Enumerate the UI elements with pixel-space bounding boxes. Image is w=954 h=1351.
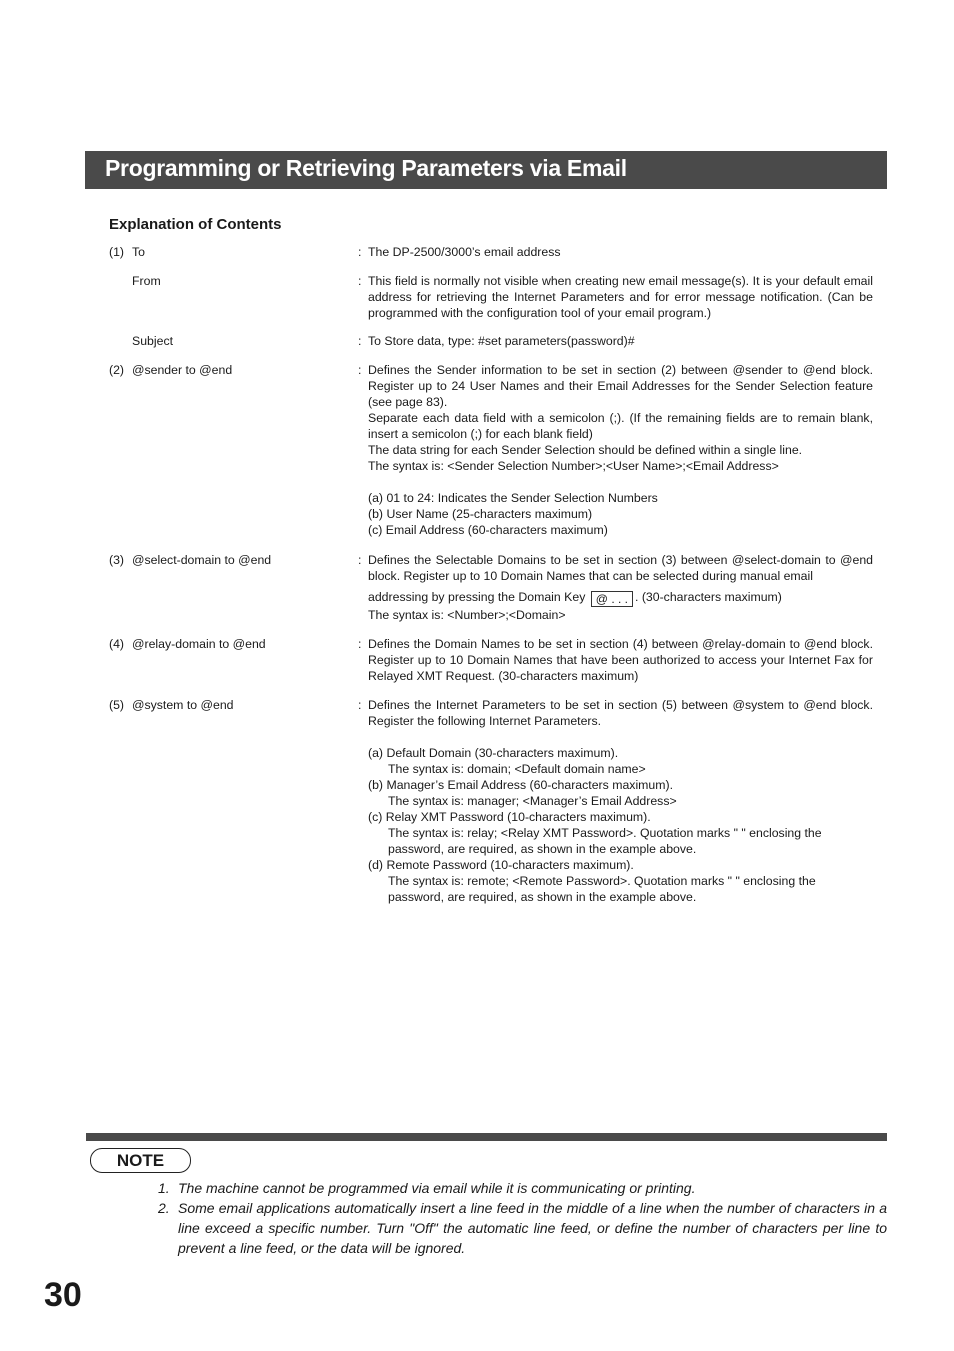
row-description: To Store data, type: #set parameters(password)# (368, 334, 635, 348)
note-divider (86, 1133, 887, 1141)
row-number: (5) (109, 698, 125, 712)
row-description: Defines the Domain Names to be set in section (4) between @relay-domain to @end block. Register up to 10 Domain Names that have been authorized to access your Internet Fax for Relayed XMT Request. (30-characters maximum) (368, 637, 873, 683)
row-label: @sender to @end (132, 363, 233, 377)
colon: : (358, 553, 362, 567)
row-number: (2) (109, 363, 125, 377)
row-label: Subject (132, 334, 174, 348)
row-number: (4) (109, 637, 125, 651)
row-description: This field is normally not visible when creating new email message(s). It is your default email address for retrieving the Internet Parameters and for error message notification. (Can be programmed with the configuration tool of your email program.) (368, 274, 873, 320)
row-number: (3) (109, 553, 125, 567)
row-description: Defines the Sender information to be set in section (2) between @sender to @end block. Register up to 24 User Names and their Email Addresses for the Sender Selection feature (see page 83). Separate each data field with a semicolon (;). (If the remaining fields are to remain blank, insert a semicolon (;) for each blank field) The data string for each Sender Selection should be defined within a single line. The syntax is: <Sender Selection Number>;<User Name>;<Email Address> (a) 01 to 24: Indicates the Sender Selection Numbers (b) User Name (25-characters maximum) (c) Email Address (60-characters maximum) (368, 363, 873, 537)
row-description: Defines the Selectable Domains to be set in section (3) between @select-domain to @end block. Register up to 10 Domain Names that can be selected during manual email addressing by pressing the Domain Key @ . . . . (30-characters maximum) The syntax is: <Number>;<Domain> (368, 553, 873, 622)
colon: : (358, 274, 362, 288)
row-label: From (132, 274, 161, 288)
colon: : (358, 698, 362, 712)
row-number: (1) (109, 245, 125, 259)
row-description: Defines the Internet Parameters to be set in section (5) between @system to @end block. Register the following Internet Parameters. (a) Default Domain (30-characters maximum). The syntax is: domain; <Default domain name> (b) Manager’s Email Address (60-characters maximum). The syntax is: manager; <Manager’s Email Address> (c) Relay XMT Password (10-characters maximum). The syntax is: relay; <Relay XMT Password>. Quotation marks " " enclosing the password, are required, as shown in the example above. (d) Remote Password (10-characters maximum). The syntax is: remote; <Remote Password>. Quotation marks " " enclosing the password, are required, as shown in the example above. (368, 698, 873, 904)
row-label: @select-domain to @end (132, 553, 272, 567)
row-label: @relay-domain to @end (132, 637, 266, 651)
row-label: @system to @end (132, 698, 234, 712)
row-label: To (132, 245, 145, 259)
colon: : (358, 334, 362, 348)
note-badge: NOTE (90, 1148, 191, 1173)
note-item: 2. Some email applications automatically insert a line feed in the middle of a line when the number of characters in a line exceed a specific number. Turn "Off" the automatic line feed, or define the number of characters per line to prevent a line feed, or the data will be ignored. (158, 1200, 887, 1256)
colon: : (358, 363, 362, 377)
note-item: 1. The machine cannot be programmed via email while it is communicating or printing. (158, 1180, 696, 1196)
colon: : (358, 245, 362, 259)
domain-key-icon: @ . . . (591, 591, 633, 607)
colon: : (358, 637, 362, 651)
page-title: Programming or Retrieving Parameters via Email (105, 155, 627, 181)
page-number: 30 (44, 1276, 82, 1314)
row-description: The DP-2500/3000’s email address (368, 245, 561, 259)
title-bar (85, 151, 887, 189)
note-list (158, 1178, 887, 1258)
section-heading: Explanation of Contents (109, 216, 282, 233)
